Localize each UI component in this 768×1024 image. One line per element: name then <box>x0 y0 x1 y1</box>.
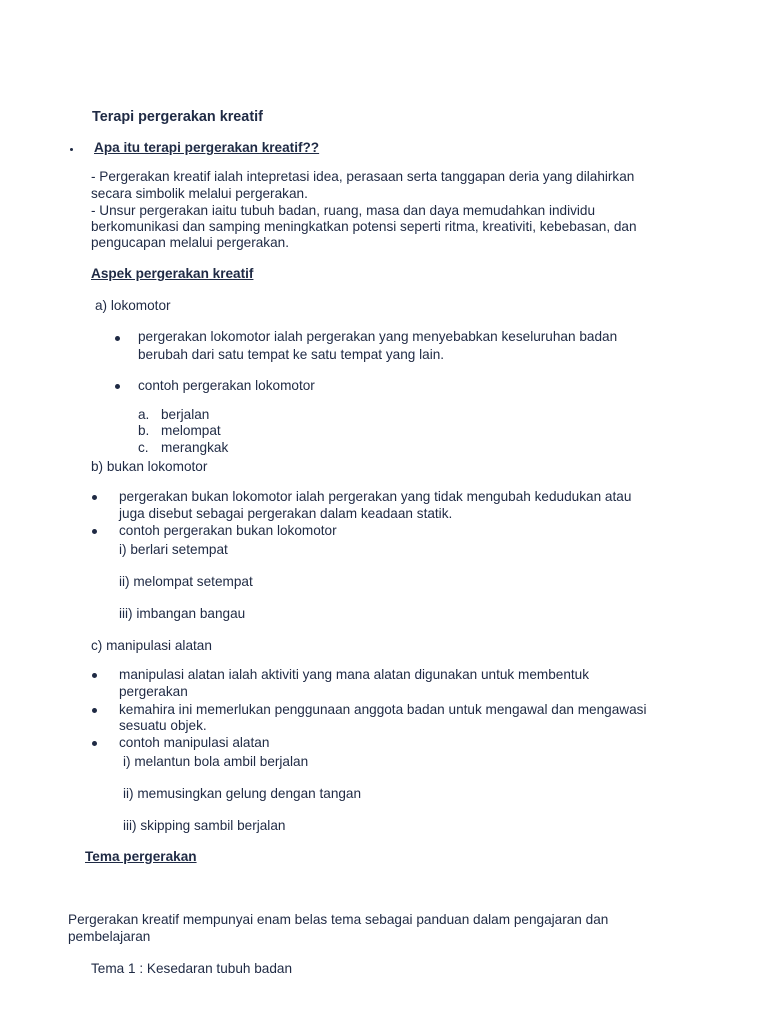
list-item: iii) imbangan bangau <box>119 606 246 621</box>
paragraph-line: Pergerakan kreatif mempunyai enam belas tema sebagai panduan dalam pengajaran dan <box>68 912 609 927</box>
list-item: berjalan <box>161 407 210 422</box>
bullet-text: contoh manipulasi alatan <box>119 735 270 750</box>
paragraph-line: berkomunikasi dan samping meningkatkan potensi seperti ritma, kreativiti, kebebasan, dan <box>91 219 637 234</box>
bullet-text: kemahira ini memerlukan penggunaan anggota badan untuk mengawal dan mengawasi <box>119 702 647 717</box>
paragraph-line: pengucapan melalui pergerakan. <box>91 235 290 250</box>
bullet-marker <box>92 529 97 534</box>
bullet-marker <box>70 148 73 151</box>
subsection-label-manipulasi: c) manipulasi alatan <box>91 638 212 653</box>
bullet-text: pergerakan bukan lokomotor ialah pergerakan yang tidak mengubah kedudukan atau <box>119 489 632 504</box>
list-item: ii) melompat setempat <box>119 574 253 589</box>
bullet-marker <box>115 336 120 341</box>
list-marker: a. <box>138 407 150 422</box>
bullet-text: contoh pergerakan bukan lokomotor <box>119 523 337 538</box>
subsection-label-lokomotor: a) lokomotor <box>95 298 171 313</box>
bullet-marker <box>92 708 97 713</box>
tema-item: Tema 1 : Kesedaran tubuh badan <box>91 961 293 976</box>
question-heading: Apa itu terapi pergerakan kreatif?? <box>94 140 320 155</box>
paragraph-line: secara simbolik melalui pergerakan. <box>91 186 308 201</box>
bullet-text: manipulasi alatan ialah aktiviti yang mana alatan digunakan untuk membentuk <box>119 667 590 682</box>
bullet-text: pergerakan <box>119 684 188 699</box>
bullet-marker <box>115 384 120 389</box>
bullet-text: sesuatu objek. <box>119 718 207 733</box>
list-item: ii) memusingkan gelung dengan tangan <box>123 786 362 801</box>
bullet-marker <box>92 495 97 500</box>
list-item: iii) skipping sambil berjalan <box>123 818 286 833</box>
list-marker: b. <box>138 423 150 438</box>
paragraph-line: pembelajaran <box>68 929 151 944</box>
list-marker: c. <box>138 440 149 455</box>
bullet-text: contoh pergerakan lokomotor <box>138 378 315 393</box>
bullet-text: berubah dari satu tempat ke satu tempat yang lain. <box>138 347 445 362</box>
document-title: Terapi pergerakan kreatif <box>92 109 263 125</box>
list-item: melompat <box>161 423 221 438</box>
list-item: merangkak <box>161 440 229 455</box>
bullet-marker <box>92 741 97 746</box>
paragraph-line: - Pergerakan kreatif ialah intepretasi idea, perasaan serta tanggapan deria yang dilahirkan <box>91 169 635 184</box>
bullet-text: pergerakan lokomotor ialah pergerakan yang menyebabkan keseluruhan badan <box>138 329 618 344</box>
bullet-marker <box>92 673 97 678</box>
section-heading-aspek: Aspek pergerakan kreatif <box>91 266 254 281</box>
subsection-label-bukan-lokomotor: b) bukan lokomotor <box>91 459 208 474</box>
paragraph-line: - Unsur pergerakan iaitu tubuh badan, ruang, masa dan daya memudahkan individu <box>91 203 596 218</box>
section-heading-tema: Tema pergerakan <box>85 849 197 864</box>
list-item: i) melantun bola ambil berjalan <box>123 754 309 769</box>
bullet-text: juga disebut sebagai pergerakan dalam keadaan statik. <box>119 506 453 521</box>
list-item: i) berlari setempat <box>119 542 228 557</box>
